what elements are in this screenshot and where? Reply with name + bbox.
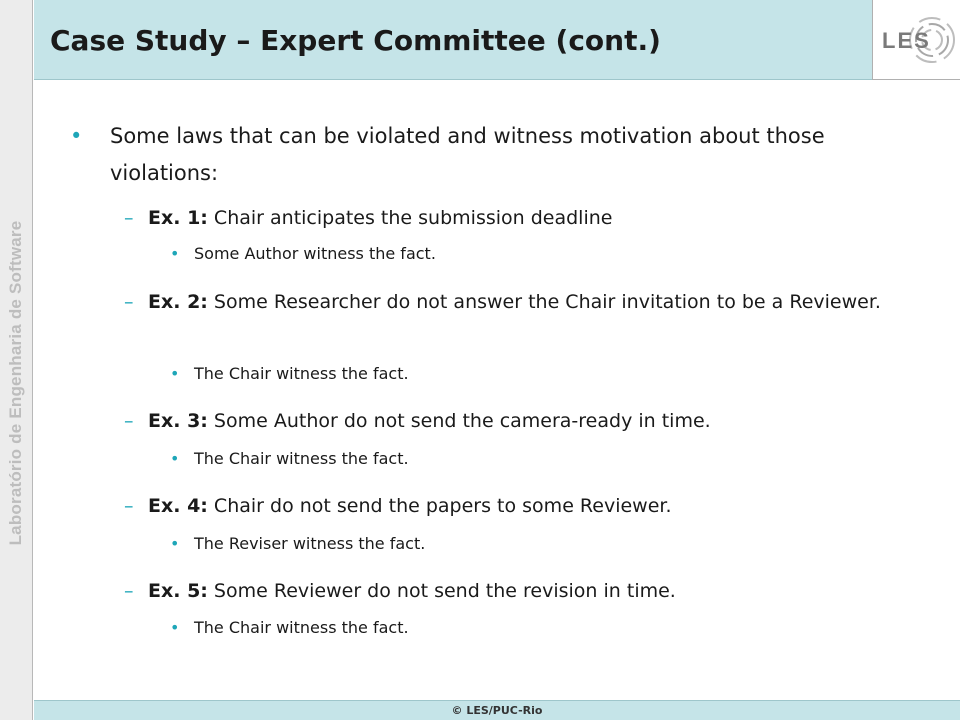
dash-icon: – [124, 580, 134, 602]
main-bullet-text: Some laws that can be violated and witness motivation about those violations: [110, 124, 825, 185]
example-text: Some Author do not send the camera-ready in time. [207, 410, 711, 432]
example-text: Chair anticipates the submission deadline [207, 207, 613, 229]
title-bar [34, 0, 872, 80]
example-label: Ex. 5: [148, 580, 208, 602]
witness-text: Some Author witness the fact. [194, 244, 436, 263]
witness-text: The Chair witness the fact. [194, 618, 409, 637]
bullet-icon: • [170, 618, 180, 637]
example-label: Ex. 3: [148, 410, 208, 432]
example-label: Ex. 2: [148, 291, 208, 313]
bullet-icon: • [170, 534, 180, 553]
bullet-icon: • [70, 124, 83, 148]
footer: © LES/PUC-Rio [34, 700, 960, 720]
slide-title: Case Study – Expert Committee (cont.) [50, 24, 661, 57]
example-text: Chair do not send the papers to some Reviewer. [207, 495, 672, 517]
example-text: Some Researcher do not answer the Chair invitation to be a Reviewer. [207, 291, 881, 313]
bullet-icon: • [170, 244, 180, 263]
sidebar-vertical-label: Laboratório de Engenharia de Software [6, 220, 25, 546]
dash-icon: – [124, 291, 134, 313]
witness-text: The Chair witness the fact. [194, 364, 409, 383]
example-label: Ex. 4: [148, 495, 208, 517]
dash-icon: – [124, 495, 134, 517]
logo [872, 0, 960, 80]
logo-text: LES [882, 28, 931, 53]
example-text: Some Reviewer do not send the revision in time. [207, 580, 676, 602]
witness-text: The Chair witness the fact. [194, 449, 409, 468]
sidebar [0, 0, 33, 720]
example-label: Ex. 1: [148, 207, 208, 229]
witness-text: The Reviser witness the fact. [194, 534, 426, 553]
bullet-icon: • [170, 449, 180, 468]
dash-icon: – [124, 207, 134, 229]
bullet-icon: • [170, 364, 180, 383]
dash-icon: – [124, 410, 134, 432]
